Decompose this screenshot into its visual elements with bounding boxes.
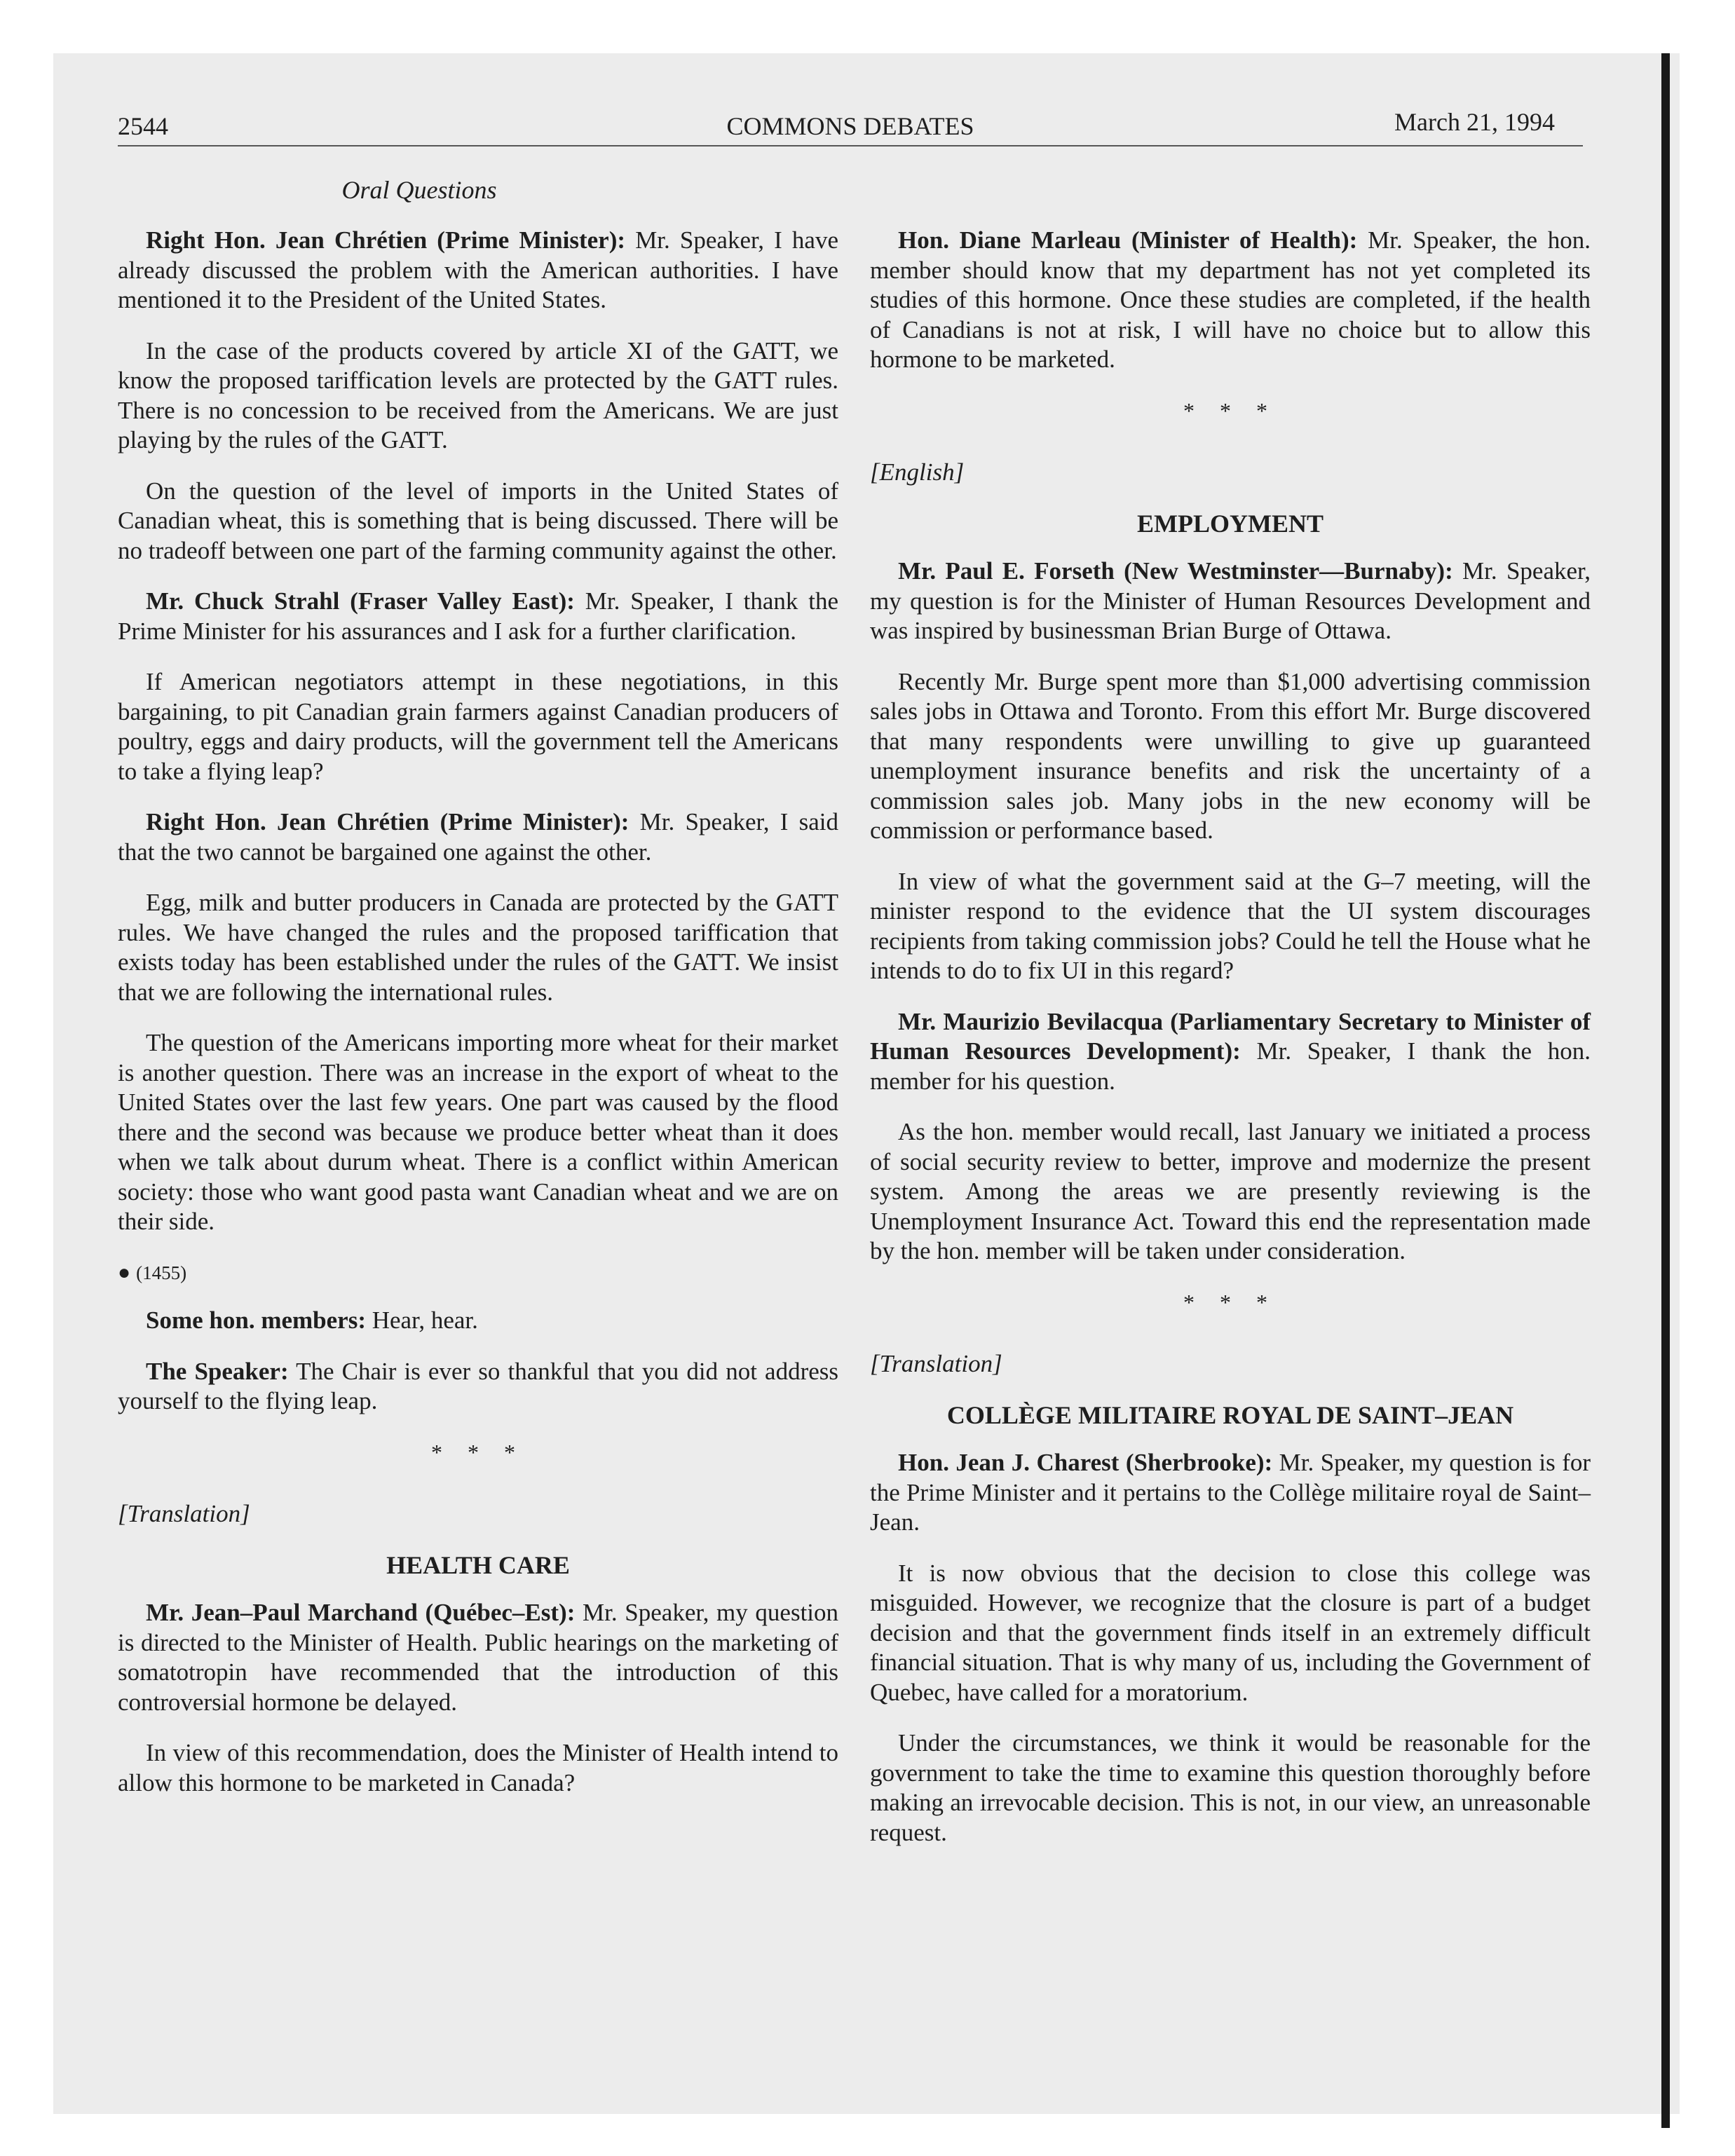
paragraph-text: It is now obvious that the decision to close this college was misguided. However, we recognize that the closure is part of a budget decision and that the government finds itself in an extremely difficult financial situation. That is why many of us, including the Government of Quebec, have called for a moratorium.: [870, 1559, 1591, 1706]
bullet-icon: ●: [118, 1260, 131, 1284]
speaker-name: Hon. Diane Marleau (Minister of Health):: [898, 226, 1358, 254]
speaker-name: Right Hon. Jean Chrétien (Prime Minister):: [146, 808, 630, 835]
page-header: [118, 105, 1583, 147]
section-label: Oral Questions: [341, 176, 497, 204]
paragraph-text: As the hon. member would recall, last January we initiated a process of social security review to better, improve and modernize the present system. Among the areas we are presently reviewing is the Unemployment Insurance Act. Toward this end the representation made by the hon. member will be taken under consideration.: [870, 1118, 1591, 1264]
speech-paragraph: [118, 587, 838, 646]
speech-paragraph: [870, 667, 1591, 846]
page-date: March 21, 1994: [1394, 108, 1555, 136]
speech-paragraph: [118, 1738, 838, 1798]
timestamp: ● (1455): [118, 1260, 187, 1284]
language-note: [Translation]: [118, 1500, 250, 1527]
speech-paragraph: [118, 226, 838, 315]
paragraph-text: Mr. Speaker, I thank the hon. member for his question.: [870, 1037, 1591, 1095]
speaker-name: Some hon. members:: [146, 1306, 366, 1334]
speaker-name: Mr. Jean–Paul Marchand (Québec–Est):: [146, 1599, 576, 1626]
section-heading: EMPLOYMENT: [1137, 509, 1324, 538]
right-paragraphs-c: [870, 1448, 1591, 1848]
paragraph-text: Mr. Speaker, I thank the Prime Minister for his assurances and I ask for a further clarification.: [118, 587, 838, 645]
paragraph-text: Under the circumstances, we think it would be reasonable for the government to take the time to examine this question thoroughly before making an irrevocable decision. This is not, in our view, an unreasonable request.: [870, 1729, 1591, 1846]
speaker-name: Mr. Chuck Strahl (Fraser Valley East):: [146, 587, 575, 615]
paragraph-text: In view of this recommendation, does the Minister of Health intend to allow this hormone to be marketed in Canada?: [118, 1739, 838, 1796]
speech-paragraph: [118, 888, 838, 1007]
speech-paragraph: [870, 1728, 1591, 1848]
speech-paragraph: [118, 1598, 838, 1717]
paragraph-text: Recently Mr. Burge spent more than $1,000 advertising commission sales jobs in Ottawa and Toronto. From this effort Mr. Burge discovered that many respondents were unwilling to give up guaranteed unemployment insurance benefits and risk the uncertainty of a commission sales job. Many jobs in the new economy will be commission or performance based.: [870, 667, 1591, 844]
section-heading: COLLÈGE MILITAIRE ROYAL DE SAINT–JEAN: [946, 1400, 1514, 1429]
left-paragraphs-b: [118, 1306, 838, 1417]
paragraph-text: On the question of the level of imports in the United States of Canadian wheat, this is something that is being discussed. There will be no tradeoff between one part of the farming community against the other.: [118, 477, 838, 564]
speaker-name: Mr. Maurizio Bevilacqua (Parliamentary Secretary to Minister of Human Resources Development):: [870, 1007, 1591, 1065]
speech-paragraph: [118, 1357, 838, 1417]
speaker-name: Hon. Jean J. Charest (Sherbrooke):: [898, 1449, 1273, 1476]
paragraph-text: If American negotiators attempt in these negotiations, in this bargaining, to pit Canadian grain farmers against Canadian producers of poultry, eggs and dairy products, will the government tell the Americans to take a flying leap?: [118, 668, 838, 785]
paragraph-text: In view of what the government said at the G–7 meeting, will the minister respond to the evidence that the UI system discourages recipients from taking commission jobs? Could he tell the House what he intends to do to fix UI in this regard?: [870, 867, 1591, 984]
paragraph-text: Mr. Speaker, I said that the two cannot be bargained one against the other.: [118, 808, 839, 866]
speech-paragraph: [870, 226, 1591, 375]
section-heading: HEALTH CARE: [386, 1550, 570, 1579]
paragraph-text: Hear, hear.: [372, 1306, 478, 1334]
publication-title: COMMONS DEBATES: [726, 112, 974, 140]
speech-paragraph: [870, 1007, 1591, 1097]
left-paragraphs-a: [118, 226, 838, 1237]
language-note: [English]: [870, 458, 965, 486]
speaker-name: The Speaker:: [146, 1357, 289, 1385]
speech-paragraph: [118, 1306, 838, 1336]
paragraph-text: The question of the Americans importing more wheat for their market is another question. There was an increase in the export of wheat to the United States over the last few years. One part was caused by the flood there and the second was because we produce better wheat than it does when we talk about durum wheat. There is a conflict within American society: those who want good pasta want Canadian wheat and we are on their side.: [118, 1029, 838, 1235]
speech-paragraph: [118, 807, 838, 867]
paragraph-text: Mr. Speaker, my question is directed to the Minister of Health. Public hearings on the marketing of somatotropin have recommended that the introduction of this controversial hormone be delayed.: [118, 1599, 839, 1716]
paragraph-text: Mr. Speaker, the hon. member should know that my department has not yet completed its studies of this hormone. Once these studies are completed, if the health of Canadians is not at risk, I will have no choice but to allow this hormone to be marketed.: [870, 226, 1591, 373]
paragraph-text: In the case of the products covered by article XI of the GATT, we know the proposed tariffication levels are protected by the GATT rules. There is no concession to be received from the Americans. We are just playing by the rules of the GATT.: [118, 336, 838, 453]
speech-paragraph: [870, 1448, 1591, 1538]
left-column: [118, 226, 838, 1819]
speaker-name: Mr. Paul E. Forseth (New Westminster—Burnaby):: [898, 557, 1453, 585]
section-separator: * * *: [1183, 397, 1277, 423]
speech-paragraph: [118, 1028, 838, 1237]
right-paragraphs-b: [870, 557, 1591, 1267]
paragraph-text: Mr. Speaker, I have already discussed the problem with the American authorities. I have mentioned it to the President of the United States.: [118, 226, 838, 313]
paragraph-text: Mr. Speaker, my question is for the Prime Minister and it pertains to the Collège militaire royal de Saint–Jean.: [870, 1449, 1591, 1536]
speech-paragraph: [118, 477, 838, 566]
left-paragraphs-c: [118, 1598, 838, 1798]
header-rule: [118, 145, 1583, 146]
speech-paragraph: [118, 336, 838, 456]
speech-paragraph: [870, 1559, 1591, 1708]
page-number: 2544: [118, 112, 168, 140]
paragraph-text: Egg, milk and butter producers in Canada are protected by the GATT rules. We have changed the rules and the proposed tariffication that exists today has been established under the rules of the GATT. We insist that we are following the international rules.: [118, 889, 838, 1006]
speech-paragraph: [870, 1117, 1591, 1267]
right-column: [870, 226, 1591, 1869]
section-separator: * * *: [1183, 1289, 1277, 1315]
right-paragraphs-a: [870, 226, 1591, 375]
scan-edge: [1661, 53, 1670, 2128]
paragraph-text: Mr. Speaker, my question is for the Minister of Human Resources Development and was inspired by businessman Brian Burge of Ottawa.: [870, 557, 1591, 644]
speech-paragraph: [870, 557, 1591, 646]
speech-paragraph: [118, 667, 838, 786]
section-separator: * * *: [431, 1439, 525, 1465]
speech-paragraph: [870, 867, 1591, 986]
paragraph-text: The Chair is ever so thankful that you did not address yourself to the flying leap.: [118, 1357, 839, 1414]
language-note: [Translation]: [870, 1350, 1002, 1377]
speaker-name: Right Hon. Jean Chrétien (Prime Minister):: [146, 226, 626, 254]
